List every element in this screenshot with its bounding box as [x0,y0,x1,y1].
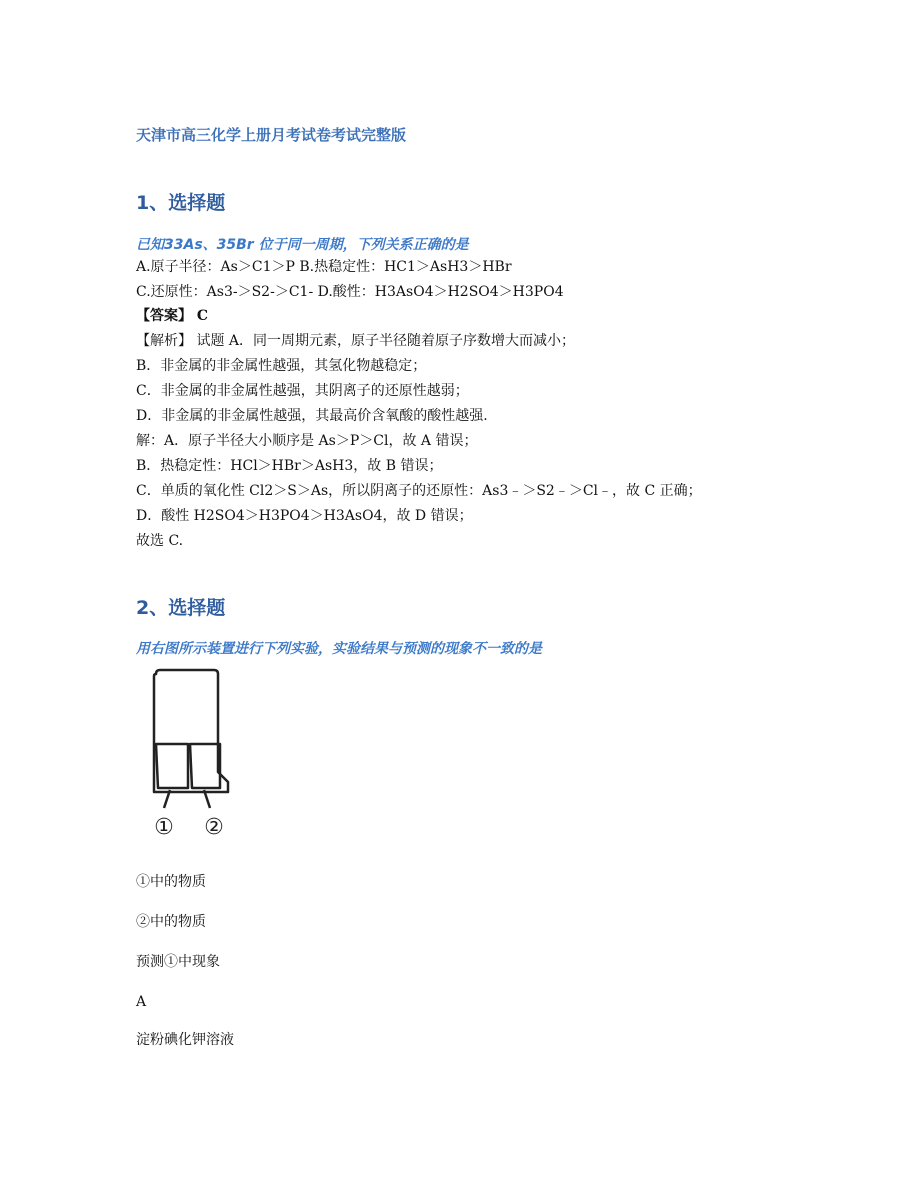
section-2-option-a: A [136,994,147,1010]
section-2-table-header-1: ①中的物质 [136,874,206,890]
section-1-solution-c: C．单质的氧化性 Cl2＞S＞As，所以阴离子的还原性：As3﹣＞S2﹣＞Cl﹣，故 C 正确； [136,483,702,499]
section-2-heading: 2、选择题 [136,597,226,619]
section-2-question: 用右图所示装置进行下列实验，实验结果与预测的现象不一致的是 [136,641,542,657]
section-1-answer: 【答案】 C [136,308,209,324]
apparatus-figure [140,664,240,844]
section-1-question: 已知33As、35Br 位于同一周期，下列关系正确的是 [136,237,469,253]
section-1-conclusion: 故选 C. [136,533,184,549]
apparatus-diagram [140,664,240,844]
section-2-option-a-substance: 淀粉碘化钾溶液 [136,1032,234,1048]
figure-label-2: ② [204,815,224,840]
section-1-options-cd: C.还原性：As3-＞S2-＞C1- D.酸性：H3AsO4＞H2SO4＞H3PO4 [136,284,564,300]
section-1-solution-d: D．酸性 H2SO4＞H3PO4＞H3AsO4，故 D 错误； [136,508,473,524]
section-1-options-ab: A.原子半径：As＞C1＞P B.热稳定性：HC1＞AsH3＞HBr [136,259,512,275]
document-title: 天津市高三化学上册月考试卷考试完整版 [136,126,407,144]
section-2-table-header-2: ②中的物质 [136,914,206,930]
section-1-analysis-d: D．非金属的非金属性越强，其最高价含氧酸的酸性越强. [136,408,488,424]
section-1-analysis-c: C．非金属的非金属性越强，其阴离子的还原性越弱； [136,383,469,399]
section-1-solution-b: B．热稳定性：HCl＞HBr＞AsH3，故 B 错误； [136,458,443,474]
section-1-heading: 1、选择题 [136,192,226,214]
section-1-solution-a: 解：A．原子半径大小顺序是 As＞P＞Cl，故 A 错误； [136,433,478,449]
section-1-analysis-b: B．非金属的非金属性越强，其氢化物越稳定； [136,358,427,374]
figure-label-1: ① [154,815,174,840]
section-1-analysis-a: 【解析】 试题 A．同一周期元素，原子半径随着原子序数增大而减小； [136,333,576,349]
section-2-table-header-3: 预测①中现象 [136,954,220,970]
